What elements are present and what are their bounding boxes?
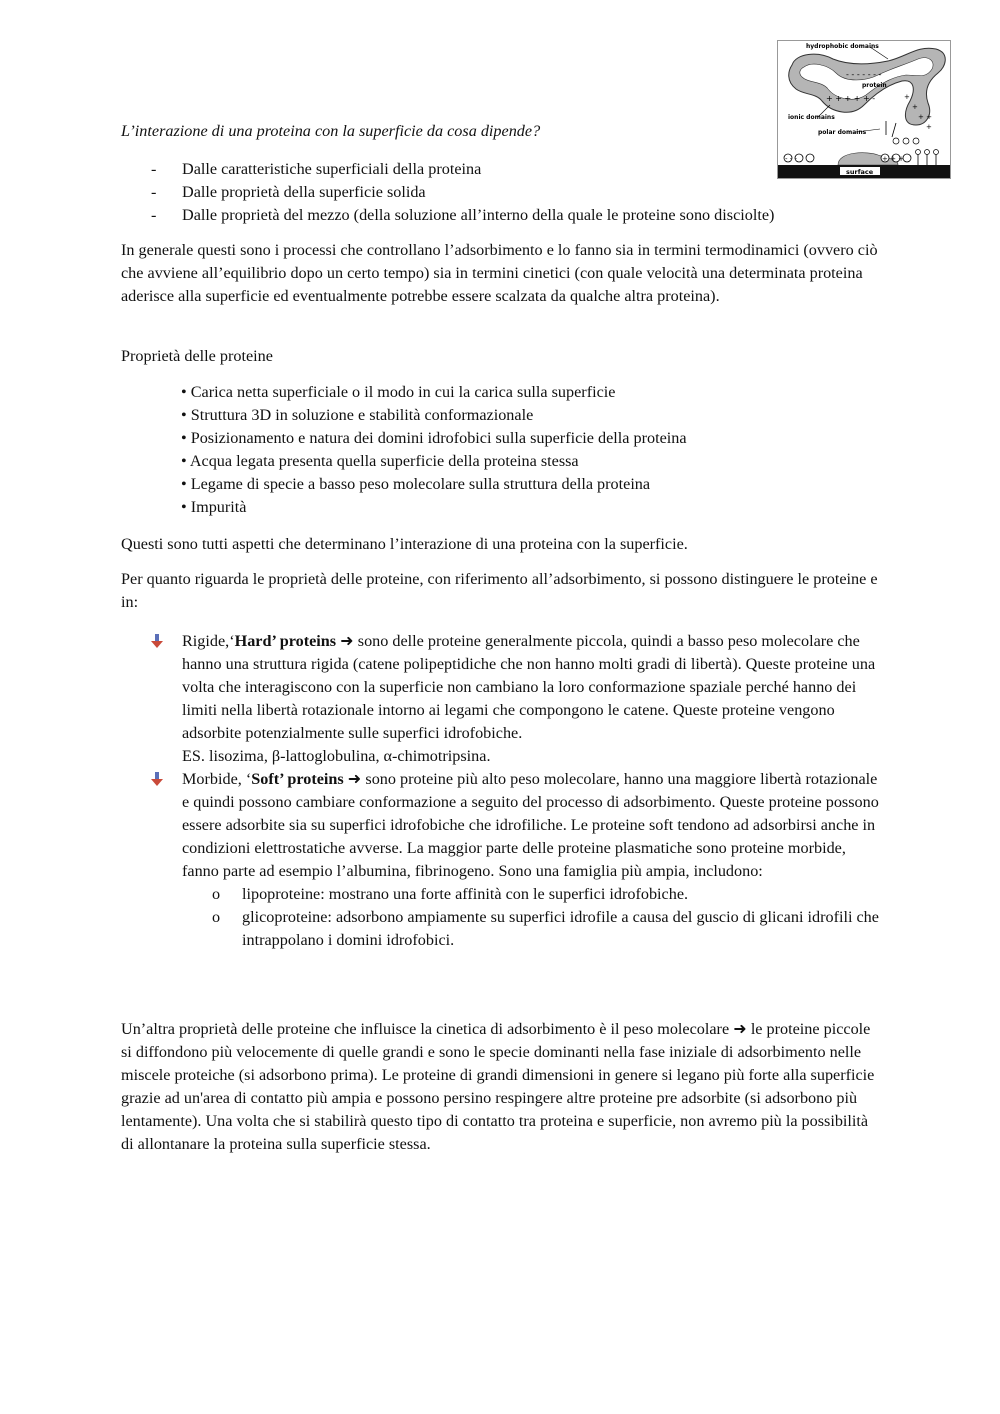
dash-mark: - bbox=[151, 183, 157, 201]
circle-bullet: o bbox=[212, 908, 221, 926]
svg-text:+ + +: + + + bbox=[882, 155, 905, 163]
question-heading: L’interazione di una proteina con la superficie da cosa dipende? bbox=[121, 122, 541, 140]
dash-mark: - bbox=[151, 206, 157, 224]
final-paragraph: Un’altra proprietà delle proteine che influisce la cinetica di adsorbimento è il peso molecolare ➜ le proteine piccole si diffondono più velocemente di quelle grandi e sono le specie dominanti nella fase iniziale di adsorbimento nelle miscele proteiche (si adsorbono prima). Le proteine di grandi dimensioni in genere si legano più forte alla superficie grazie ad un'area di contatto più ampia e possono persino respingere altre proteine pre adsorbite (si adsorbono più lentamente). Una volta che si stabilirà questo tipo di contatto tra proteina e superficie, non avremo più la possibilità di allontanare la proteina sulla superficie stessa. bbox=[121, 1020, 875, 1153]
svg-text:- - -: - - - bbox=[785, 155, 798, 163]
svg-text:+ +: + + bbox=[918, 113, 932, 121]
list-item: • Carica netta superficiale o il modo in cui la carica sulla superficie bbox=[181, 383, 616, 401]
arrow-glyph: ➜ bbox=[343, 770, 366, 788]
list-item: - Dalle proprietà del mezzo (della soluzione all’interno della quale le proteine sono disciolte) bbox=[121, 204, 881, 227]
list-item: • Acqua legata presenta quella superficie della proteina stessa bbox=[181, 452, 579, 470]
summary-paragraph: Questi sono tutti aspetti che determinano l’interazione di una proteina con la superficie. bbox=[121, 535, 688, 553]
svg-text:+: + bbox=[912, 103, 918, 111]
list-item: • Struttura 3D in soluzione e stabilità conformazionale bbox=[181, 406, 534, 424]
arrow-glyph: ➜ bbox=[336, 632, 358, 650]
hard-proteins-example: ES. lisozima, β-lattoglobulina, α-chimotripsina. bbox=[182, 747, 491, 765]
list-item: o glicoproteine: adsorbono ampiamente su superfici idrofile a causa del guscio di glicani idrofili che intrappolano i domini idrofobici. bbox=[212, 908, 879, 949]
list-item: - Dalle caratteristiche superficiali della proteina bbox=[121, 158, 881, 181]
properties-title: Proprietà delle proteine bbox=[121, 347, 273, 365]
svg-text:- - - - - - -: - - - - - - - bbox=[846, 70, 882, 79]
list-item: • Posizionamento e natura dei domini idrofobici sulla superficie della proteina bbox=[181, 429, 687, 447]
label-surface: surface bbox=[846, 168, 874, 176]
properties-list bbox=[181, 381, 881, 519]
soft-proteins-term: Soft’ proteins bbox=[251, 770, 344, 788]
label-polar: polar domains bbox=[818, 129, 867, 136]
svg-text:+ + + + + -: + + + + + - bbox=[826, 94, 876, 103]
list-item: - Dalle proprietà della superficie solida bbox=[121, 181, 881, 204]
label-ionic: ionic domains bbox=[788, 114, 835, 121]
label-protein: protein bbox=[862, 82, 887, 89]
svg-text:+: + bbox=[926, 123, 932, 131]
protein-types-list bbox=[121, 630, 881, 952]
down-arrow-bullet-icon bbox=[151, 772, 163, 786]
dash-mark: - bbox=[151, 160, 157, 178]
soft-proteins-sublist bbox=[182, 883, 881, 952]
down-arrow-bullet-icon bbox=[151, 634, 163, 648]
list-item: o lipoproteine: mostrano una forte affinità con le superfici idrofobiche. bbox=[182, 883, 881, 906]
circle-bullet: o bbox=[212, 885, 221, 903]
hard-proteins-term: Hard’ proteins bbox=[234, 632, 337, 650]
list-item: • Legame di specie a basso peso molecolare sulla struttura della proteina bbox=[181, 475, 651, 493]
soft-proteins-item: Morbide, ‘Soft’ proteins ➜ sono proteine più alto peso molecolare, hanno una maggiore libertà rotazionale e quindi possono cambiare conformazione a seguito del processo di adsorbimento. Queste proteine possono essere adsorbite sia su superfici idrofobiche che idrofiliche. Le proteine soft tendono ad adsorbirsi anche in condizioni elettrostatiche avverse. La maggior parte delle proteine plasmatiche sono proteine morbide, fanno parte ad esempio l’albumina, fibrinogeno. Sono una famiglia più ampia, includono: o lipoproteine: mostrano una forte affinità con le superfici idrofobiche. o glicoproteine: adsorbono ampiamente su superfici idrofile a causa del guscio di glicani idrofili che intrappolano i domini idrofobici. bbox=[121, 768, 881, 952]
intro-paragraph: In generale questi sono i processi che controllano l’adsorbimento e lo fanno sia in termini termodinamici (ovvero ciò che avviene all’equilibrio dopo un certo tempo) sia in termini cinetici (con quale velocità una determinata proteina aderisce alla superficie ed eventualmente potrebbe essere scalzata da qualche altra proteina). bbox=[121, 241, 878, 305]
svg-text:+: + bbox=[904, 93, 910, 101]
distinguish-paragraph: Per quanto riguarda le proprietà delle proteine, con riferimento all’adsorbimento, si possono distinguere le proteine e in: bbox=[121, 570, 878, 611]
dependency-list bbox=[121, 158, 881, 227]
arrow-glyph: ➜ bbox=[729, 1020, 751, 1038]
label-hydrophobic: hydrophobic domains bbox=[806, 43, 879, 50]
list-item: • Impurità bbox=[181, 498, 247, 516]
hard-proteins-item: Rigide,‘Hard’ proteins ➜ sono delle proteine generalmente piccola, quindi a basso peso molecolare che hanno una struttura rigida (catene polipeptidiche che non hanno molti gradi di libertà). Queste proteine una volta che interagiscono con la superficie non cambiano la loro conformazione spaziale perché hanno dei limiti nella libertà rotazionale intorno ai legami che compongono le catene. Queste proteine vengono adsorbite potenzialmente sulle superfici idrofobiche. ES. lisozima, β-lattoglobulina, α-chimotripsina. bbox=[121, 630, 881, 768]
